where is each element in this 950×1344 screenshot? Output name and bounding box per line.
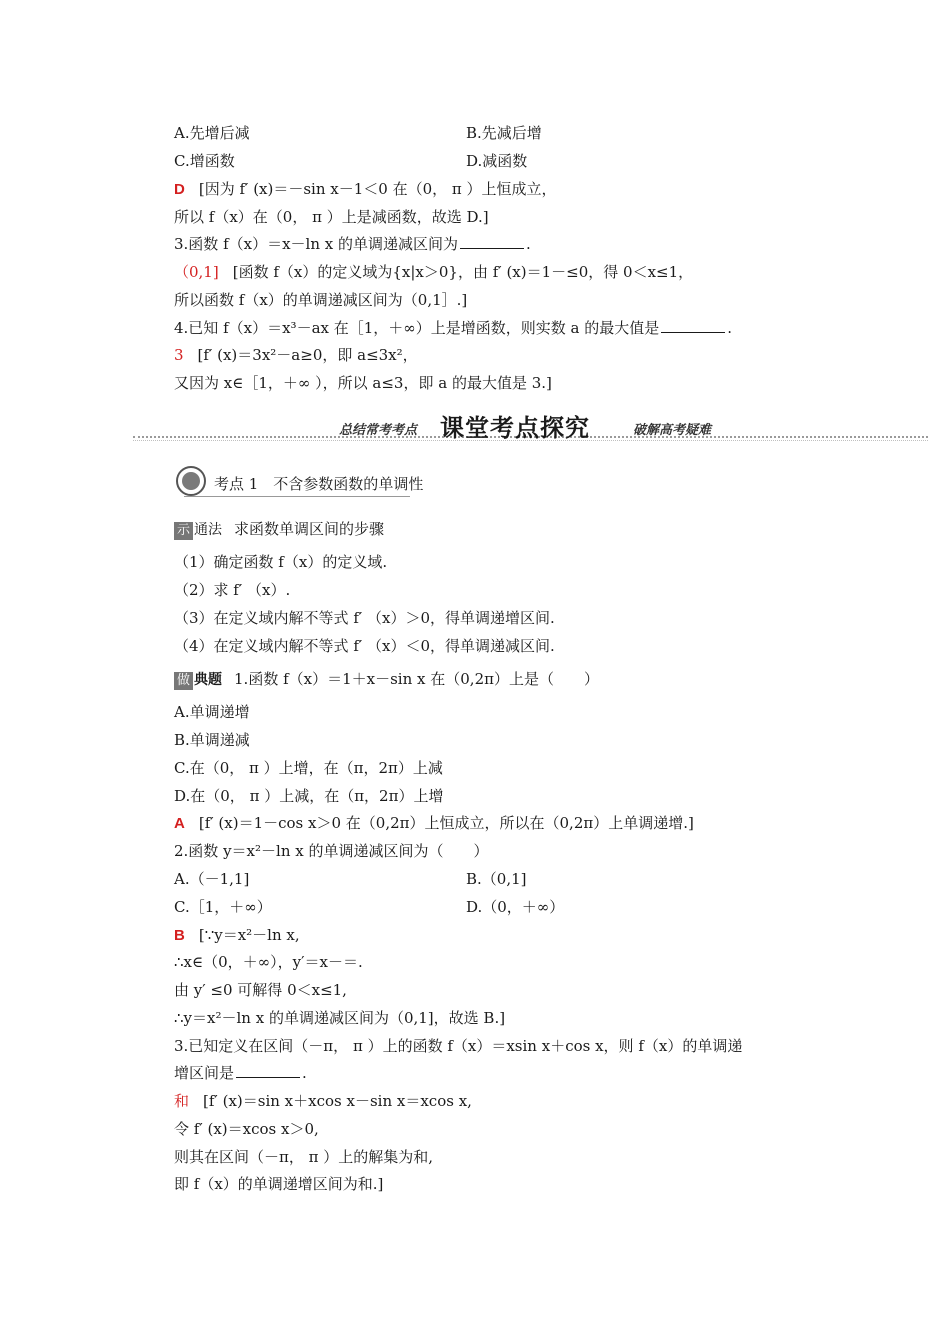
answer-line bbox=[174, 345, 418, 365]
answer-line bbox=[174, 925, 300, 946]
option-c: C.［1，＋∞） bbox=[174, 898, 272, 916]
option-d: D.（0，＋∞） bbox=[466, 898, 565, 916]
answer-text: [f′ (x)＝3x²－a≥0，即 a≤3x²， bbox=[197, 346, 418, 364]
answer-text: [∵y＝x²－ln x, bbox=[198, 926, 300, 944]
answer-blank bbox=[661, 318, 725, 333]
answer-line: 又因为 x∈［1，＋∞ ），所以 a≤3，即 a 的最大值是 3.] bbox=[174, 374, 552, 392]
answer-letter: 和 bbox=[174, 1092, 190, 1110]
option-b: B.（0,1] bbox=[466, 870, 527, 888]
question-text: . bbox=[727, 319, 733, 337]
question-stem bbox=[174, 1063, 307, 1083]
question-text: 3.函数 f（x）＝x－ln x 的单调递减区间为 bbox=[174, 235, 459, 253]
answer-text: [f′ (x)＝sin x＋xcos x－sin x＝xcos x, bbox=[203, 1092, 472, 1110]
answer-line: 则其在区间（－π， π ）上的解集为和, bbox=[174, 1148, 434, 1166]
option-d: D.减函数 bbox=[466, 152, 528, 170]
option-a: A.先增后减 bbox=[174, 124, 250, 142]
example-stem bbox=[174, 669, 599, 690]
answer-line: 所以 f（x）在（0， π ）上是减函数，故选 D.] bbox=[174, 208, 489, 226]
question-text: . bbox=[302, 1064, 307, 1082]
option-b: B.先减后增 bbox=[466, 124, 542, 142]
answer-line: 令 f′ (x)＝xcos x＞0, bbox=[174, 1120, 319, 1138]
answer-text: [函数 f（x）的定义域为{x|x＞0}，由 f′ (x)＝1－≤0，得 0＜x≤1， bbox=[232, 263, 694, 281]
option: A.单调递增 bbox=[174, 703, 250, 721]
answer-letter: （0,1] bbox=[174, 263, 219, 281]
topic-underline bbox=[184, 496, 410, 497]
answer-line bbox=[174, 1091, 472, 1111]
method-title: 求函数单调区间的步骤 bbox=[234, 520, 385, 538]
answer-line: ∴y＝x²－ln x 的单调递减区间为（0,1]，故选 B.] bbox=[174, 1009, 506, 1027]
method-step: （1）确定函数 f（x）的定义域. bbox=[174, 553, 388, 571]
option: C.在（0， π ）上增，在（π，2π）上减 bbox=[174, 759, 443, 777]
example-tag-icon: 做 bbox=[174, 672, 193, 690]
answer-blank bbox=[236, 1063, 300, 1078]
section-banner bbox=[133, 408, 928, 442]
question-stem bbox=[174, 318, 732, 338]
answer-line: ∴x∈（0，＋∞），y′＝x－＝. bbox=[174, 953, 363, 971]
question-text: 增区间是 bbox=[174, 1064, 235, 1082]
answer-line bbox=[174, 813, 694, 834]
banner-title: 课堂考点探究 bbox=[440, 414, 590, 442]
question-stem bbox=[174, 234, 531, 254]
option-c: C.增函数 bbox=[174, 152, 235, 170]
answer-line: 即 f（x）的单调递增区间为和.] bbox=[174, 1175, 384, 1193]
answer-letter: A bbox=[174, 815, 185, 832]
answer-line: 所以函数 f（x）的单调递减区间为（0,1］.] bbox=[174, 291, 468, 309]
method-step: （3）在定义域内解不等式 f′ （x）＞0，得单调递增区间. bbox=[174, 609, 555, 627]
answer-letter: D bbox=[174, 181, 185, 198]
banner-left-text: 总结常考考点 bbox=[339, 423, 418, 438]
answer-letter: 3 bbox=[174, 346, 184, 364]
option: B.单调递减 bbox=[174, 731, 250, 749]
answer-letter: B bbox=[174, 927, 185, 944]
method-step: （4）在定义域内解不等式 f′ （x）＜0，得单调递减区间. bbox=[174, 637, 555, 655]
answer-text: [f′ (x)＝1－cos x＞0 在（0,2π）上恒成立，所以在（0,2π）上单调递增.] bbox=[198, 814, 694, 832]
topic-circle-icon bbox=[176, 466, 206, 496]
question-text: 4.已知 f（x）＝x³－ax 在［1，＋∞）上是增函数，则实数 a 的最大值是 bbox=[174, 319, 660, 337]
example-tag-label: 典题 bbox=[194, 672, 223, 688]
answer-line bbox=[174, 262, 693, 282]
answer-line: 由 y′ ≤0 可解得 0＜x≤1, bbox=[174, 981, 347, 999]
topic-title: 考点 1 不含参数函数的单调性 bbox=[214, 475, 424, 493]
question-text: 1.函数 f（x）＝1＋x－sin x 在（0,2π）上是（ ） bbox=[234, 670, 599, 688]
banner-right-text: 破解高考疑难 bbox=[633, 423, 712, 438]
option-a: A.（－1,1] bbox=[174, 870, 250, 888]
method-heading bbox=[174, 519, 384, 540]
answer-text: [因为 f′ (x)＝－sin x－1＜0 在（0， π ）上恒成立， bbox=[198, 180, 557, 198]
question-stem: 2.函数 y＝x²－ln x 的单调递减区间为（ ） bbox=[174, 842, 489, 860]
answer-blank bbox=[460, 234, 524, 249]
question-stem: 3.已知定义在区间（－π， π ）上的函数 f（x）＝xsin x＋cos x，则 f（x）的单调递 bbox=[174, 1037, 743, 1055]
method-tag-label: 通法 bbox=[194, 522, 223, 538]
method-step: （2）求 f′ （x）. bbox=[174, 581, 291, 599]
option: D.在（0， π ）上减，在（π，2π）上增 bbox=[174, 787, 444, 805]
method-tag-icon: 示 bbox=[174, 522, 193, 540]
answer-line bbox=[174, 179, 557, 200]
question-text: . bbox=[526, 235, 531, 253]
